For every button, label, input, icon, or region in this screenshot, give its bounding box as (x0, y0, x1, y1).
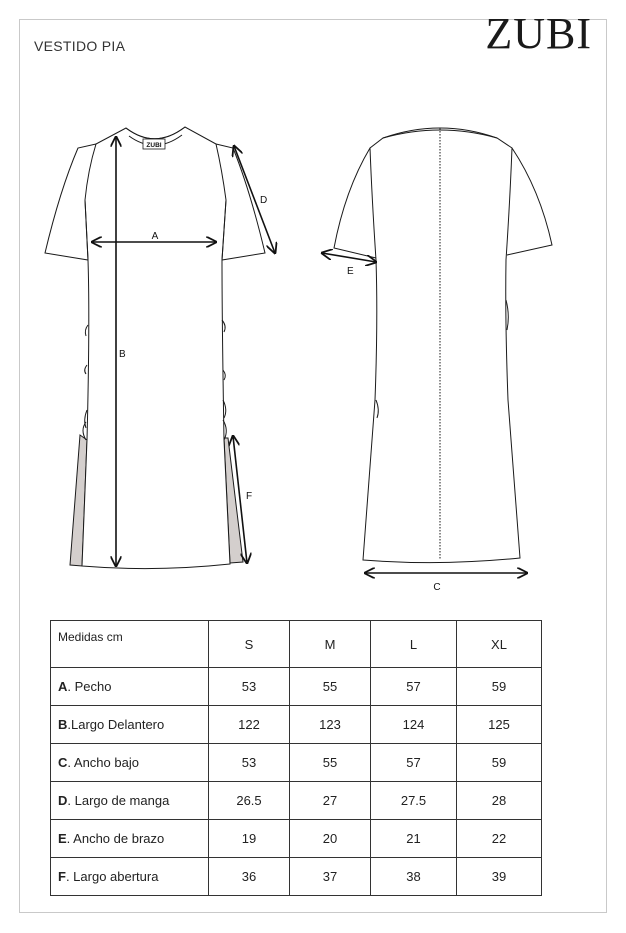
table-cell: 26.5 (209, 782, 290, 820)
measure-b-label: B (119, 349, 126, 360)
row-letter: C (58, 755, 68, 770)
header-size-l: L (371, 621, 457, 668)
header-measures-cell: Medidas cm (51, 621, 209, 668)
header-size-s: S (209, 621, 290, 668)
row-label (51, 706, 209, 744)
table-cell: 20 (290, 820, 371, 858)
table-cell: 19 (209, 820, 290, 858)
row-name: . Ancho de brazo (66, 831, 165, 846)
table-cell: 123 (290, 706, 371, 744)
table-cell: 21 (371, 820, 457, 858)
back-right-sleeve (507, 148, 552, 255)
header-size-xl: XL (457, 621, 542, 668)
row-label (51, 668, 209, 706)
table-cell: 38 (371, 858, 457, 896)
row-name: . Largo abertura (65, 869, 159, 884)
row-label (51, 858, 209, 896)
table-cell: 55 (290, 668, 371, 706)
back-body (363, 128, 520, 563)
table-row (51, 820, 542, 858)
row-name: . Ancho bajo (67, 755, 139, 770)
front-dress-sketch (45, 127, 268, 569)
table-row (51, 782, 542, 820)
table-cell: 53 (209, 744, 290, 782)
table-header-row (51, 621, 542, 668)
document-title: VESTIDO PIA (34, 38, 126, 54)
table-cell: 27 (290, 782, 371, 820)
measure-d-label: D (260, 195, 268, 206)
row-letter: B (58, 717, 68, 732)
measure-d-arrow (234, 146, 275, 253)
back-left-sleeve (334, 148, 376, 258)
table-cell: 22 (457, 820, 542, 858)
neck-label-text: ZUBI (146, 142, 162, 149)
table-cell: 53 (209, 668, 290, 706)
row-label (51, 782, 209, 820)
row-name: . Pecho (67, 679, 112, 694)
row-letter: E (58, 831, 67, 846)
table-cell: 122 (209, 706, 290, 744)
table-cell: 39 (457, 858, 542, 896)
row-label (51, 820, 209, 858)
row-letter: A (58, 679, 68, 694)
table-row (51, 706, 542, 744)
row-name: . Largo de manga (67, 793, 170, 808)
table-cell: 57 (371, 668, 457, 706)
table-cell: 59 (457, 744, 542, 782)
table-cell: 55 (290, 744, 371, 782)
row-name: .Largo Delantero (67, 717, 165, 732)
row-letter: D (58, 793, 68, 808)
table-cell: 37 (290, 858, 371, 896)
table-cell: 28 (457, 782, 542, 820)
table-cell: 27.5 (371, 782, 457, 820)
measure-f-label: F (246, 491, 253, 502)
front-body (82, 127, 230, 569)
header-size-m: M (290, 621, 371, 668)
table-row (51, 668, 542, 706)
back-dress-sketch (334, 128, 552, 563)
table-row (51, 858, 542, 896)
row-letter: F (58, 869, 66, 884)
measure-c-label: C (433, 582, 441, 593)
table-row (51, 744, 542, 782)
row-label (51, 744, 209, 782)
table-cell: 59 (457, 668, 542, 706)
table-cell: 36 (209, 858, 290, 896)
measure-e-label: E (347, 266, 354, 277)
size-chart-table (50, 620, 542, 896)
table-cell: 57 (371, 744, 457, 782)
measure-e-arrow (322, 253, 376, 262)
measure-a-label: A (151, 231, 159, 242)
brand-logo: ZUBI (485, 9, 592, 58)
table-cell: 124 (371, 706, 457, 744)
table-cell: 125 (457, 706, 542, 744)
